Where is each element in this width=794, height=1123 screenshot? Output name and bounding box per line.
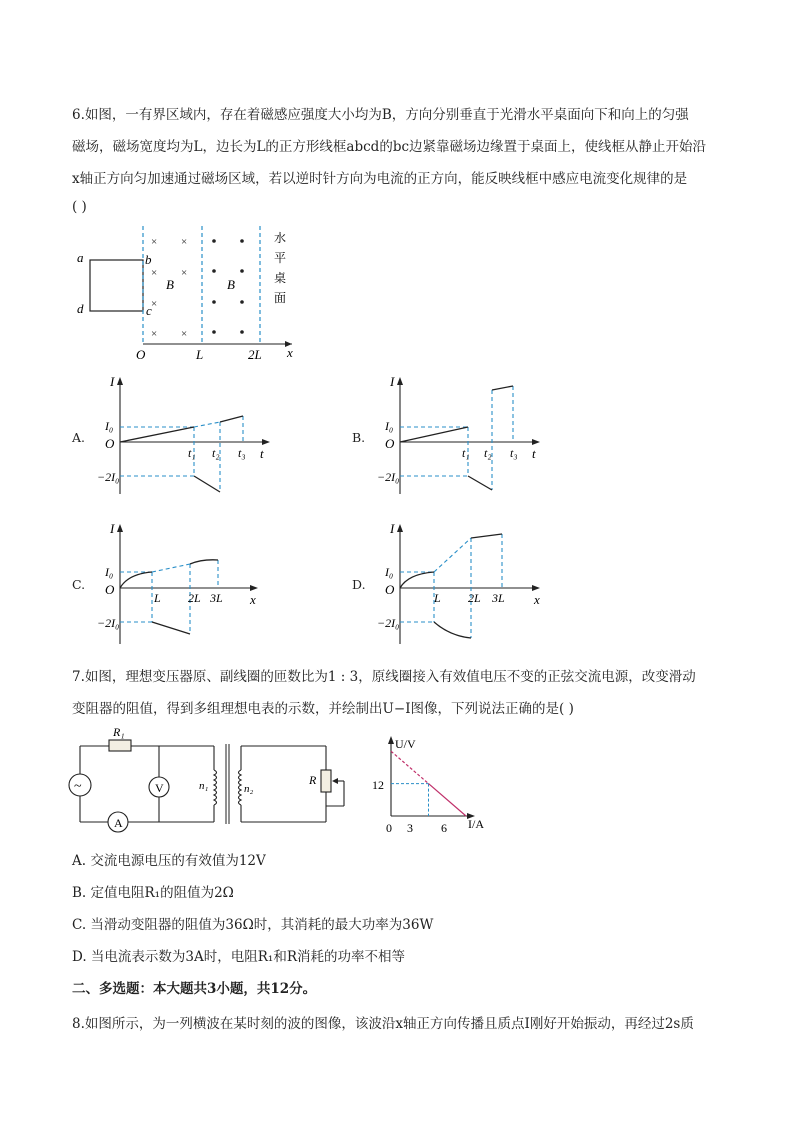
svg-text:t₁: t₁ xyxy=(462,446,470,460)
svg-text:平: 平 xyxy=(274,251,287,265)
label-L: L xyxy=(196,347,204,362)
option-D-letter: D. xyxy=(352,577,366,592)
y-tick-12: 12 xyxy=(372,778,384,792)
label-B2: B xyxy=(227,277,235,292)
svg-text:×: × xyxy=(151,236,158,248)
q6-answer-paren: ( ) xyxy=(72,199,87,215)
svg-text:2L: 2L xyxy=(188,591,201,605)
x-tick-0: 0 xyxy=(386,821,392,835)
option-D-graph xyxy=(378,518,563,648)
svg-text:I: I xyxy=(390,521,395,536)
svg-text:I₀: I₀ xyxy=(385,565,394,579)
svg-text:t₁: t₁ xyxy=(188,446,196,460)
voltmeter-label: V xyxy=(155,781,164,795)
svg-text:水: 水 xyxy=(274,231,287,245)
svg-text:×: × xyxy=(151,267,158,279)
side-label xyxy=(274,230,286,305)
label-x: x xyxy=(287,345,293,360)
x-tick-6: 6 xyxy=(441,821,447,835)
label-d: d xyxy=(77,301,84,316)
option-A-letter: A. xyxy=(72,430,86,445)
section-2-heading: 二、多选题：本大题共3小题，共12分。 xyxy=(72,981,317,997)
label-n1: n₁ xyxy=(199,780,209,792)
option-C-letter: C. xyxy=(72,577,86,592)
q7-text-line1: 7.如图，理想变压器原、副线圈的匝数比为1 : 3，原线圈接入有效值电压不变的正弦交流电源，改变滑动 xyxy=(72,669,696,685)
svg-text:×: × xyxy=(181,267,188,279)
option-B-graph xyxy=(378,372,563,502)
q6-field-figure xyxy=(70,222,310,362)
q6-text-line2: 磁场，磁场宽度均为L，边长为L的正方形线框abcd的bc边紧靠磁场边缘置于桌面上，使线框从静止开始沿 xyxy=(72,139,707,155)
svg-text:×: × xyxy=(151,328,158,340)
svg-text:×: × xyxy=(181,328,188,340)
label-R: R xyxy=(309,773,317,787)
svg-text:3L: 3L xyxy=(210,591,223,605)
ac-source-label: ~ xyxy=(74,779,82,794)
ammeter-label: A xyxy=(114,816,123,830)
svg-text:t: t xyxy=(260,446,264,461)
svg-text:O: O xyxy=(385,436,395,451)
option-A-graph xyxy=(98,372,283,502)
svg-text:I: I xyxy=(110,374,115,389)
svg-text:I₀: I₀ xyxy=(105,565,114,579)
svg-text:x: x xyxy=(250,592,256,607)
svg-text:3L: 3L xyxy=(492,591,505,605)
option-C-graph xyxy=(98,518,283,648)
svg-text:面: 面 xyxy=(274,291,287,305)
svg-text:桌: 桌 xyxy=(274,271,287,285)
svg-text:−2I₀: −2I₀ xyxy=(377,470,400,484)
q7-circuit-diagram xyxy=(64,722,364,834)
q7-option-B: B. 定值电阻R₁的阻值为2Ω xyxy=(72,885,234,901)
svg-text:O: O xyxy=(105,582,115,597)
svg-text:−2I₀: −2I₀ xyxy=(97,616,120,630)
svg-text:×: × xyxy=(151,298,158,310)
label-c: c xyxy=(146,303,152,318)
q8-text-line1: 8.如图所示，为一列横波在某时刻的波的图像，该波沿x轴正方向传播且质点I刚好开始振动，再经过2s质 xyxy=(72,1016,694,1032)
svg-text:×: × xyxy=(181,236,188,248)
x-tick-3: 3 xyxy=(407,821,413,835)
label-O: O xyxy=(136,347,146,362)
q7-text-line2: 变阻器的阻值，得到多组理想电表的示数，并绘制出U−I图像，下列说法正确的是( ) xyxy=(72,701,574,717)
svg-text:I₀: I₀ xyxy=(105,419,114,433)
label-R1: R₁ xyxy=(113,725,125,739)
ui-line xyxy=(429,784,467,816)
svg-text:2L: 2L xyxy=(468,591,481,605)
svg-text:I: I xyxy=(390,374,395,389)
label-2L: 2L xyxy=(248,347,262,362)
label-a: a xyxy=(77,250,84,265)
ui-line-dashed xyxy=(391,751,429,783)
q7-option-D: D. 当电流表示数为3A时，电阻R₁和R消耗的功率不相等 xyxy=(72,949,406,965)
option-B-letter: B. xyxy=(352,430,366,445)
svg-text:t: t xyxy=(532,446,536,461)
svg-text:L: L xyxy=(154,591,161,605)
q7-ui-graph xyxy=(372,728,510,840)
svg-text:t₂: t₂ xyxy=(212,446,220,460)
q6-text-line1: 6.如图，一有界区域内，存在着磁感应强度大小均为B，方向分别垂直于光滑水平桌面向下和向上的匀强 xyxy=(72,107,689,123)
ylabel: U/V xyxy=(395,737,416,751)
label-b: b xyxy=(145,252,152,267)
q6-text-line3: x轴正方向匀加速通过磁场区域，若以逆时针方向为电流的正方向，能反映线框中感应电流变化规律的是 xyxy=(72,171,688,187)
label-n2: n₂ xyxy=(244,783,254,795)
square-frame xyxy=(90,260,143,311)
svg-text:−2I₀: −2I₀ xyxy=(377,616,400,630)
svg-text:O: O xyxy=(105,436,115,451)
svg-text:t₂: t₂ xyxy=(484,446,492,460)
svg-text:I₀: I₀ xyxy=(385,419,394,433)
svg-text:L: L xyxy=(434,591,441,605)
xlabel: I/A xyxy=(468,817,484,831)
svg-text:−2I₀: −2I₀ xyxy=(97,470,120,484)
svg-text:O: O xyxy=(385,582,395,597)
q7-option-A: A. 交流电源电压的有效值为12V xyxy=(72,853,266,869)
svg-text:x: x xyxy=(534,592,540,607)
svg-text:t₃: t₃ xyxy=(238,446,246,460)
q7-option-C: C. 当滑动变阻器的阻值为36Ω时，其消耗的最大功率为36W xyxy=(72,917,434,933)
label-B1: B xyxy=(166,277,174,292)
svg-text:t₃: t₃ xyxy=(510,446,518,460)
svg-text:I: I xyxy=(110,521,115,536)
